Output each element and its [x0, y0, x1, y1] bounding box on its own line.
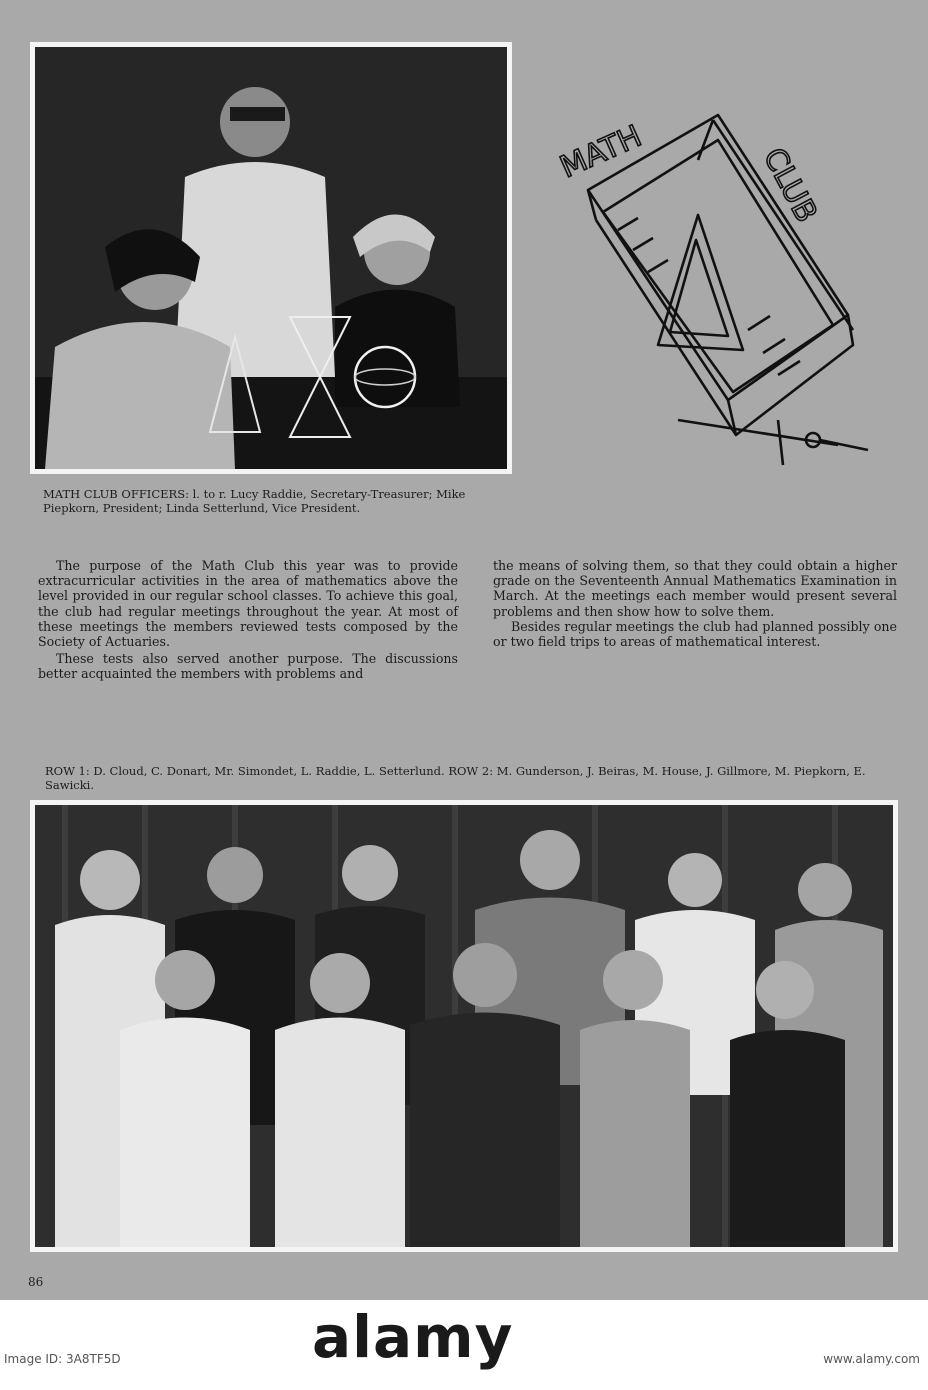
article-column-right — [493, 558, 897, 649]
drawing-word-math: MATH — [555, 118, 647, 186]
watermark-url: www.alamy.com — [823, 1352, 920, 1366]
math-club-drawing — [548, 100, 878, 470]
watermark-logo: alamy — [312, 1303, 514, 1371]
article-column-left — [38, 558, 458, 682]
article-paragraph: These tests also served another purpose. The discussions better acquainted the members with problems and — [38, 651, 458, 682]
group-photo — [30, 800, 898, 1252]
drawing-word-club: CLUB — [755, 142, 824, 229]
article-paragraph: the means of solving them, so that they could obtain a higher grade on the Seventeenth Annual Mathematics Examination in March. At the meetings each member would present several problems and then show how to solve them. — [493, 558, 897, 619]
watermark-image-id: Image ID: 3A8TF5D — [4, 1352, 121, 1366]
officers-photo — [30, 42, 512, 474]
officers-caption: MATH CLUB OFFICERS: l. to r. Lucy Raddie, Secretary-Treasurer; Mike Piepkorn, President; Linda Setterlund, Vice President. — [43, 487, 466, 515]
officers-photo-scene — [35, 47, 507, 469]
math-club-book-illustration — [548, 100, 878, 470]
group-caption: ROW 1: D. Cloud, C. Donart, Mr. Simondet, L. Raddie, L. Setterlund. ROW 2: M. Gunderson, J. Beiras, M. House, J. Gillmore, M. Piepkorn, E. Sawicki. — [45, 764, 866, 792]
group-photo-scene — [35, 805, 893, 1247]
article-paragraph: The purpose of the Math Club this year was to provide extracurricular activities in the area of mathematics above the level provided in our regular school classes. To achieve this goal, the club had regular meetings throughout the year. At most of these meetings the members reviewed tests composed by the Society of Actuaries. — [38, 558, 458, 650]
page-number: 86 — [28, 1275, 44, 1289]
article-paragraph: Besides regular meetings the club had planned possibly one or two field trips to areas of mathematical interest. — [493, 618, 897, 650]
